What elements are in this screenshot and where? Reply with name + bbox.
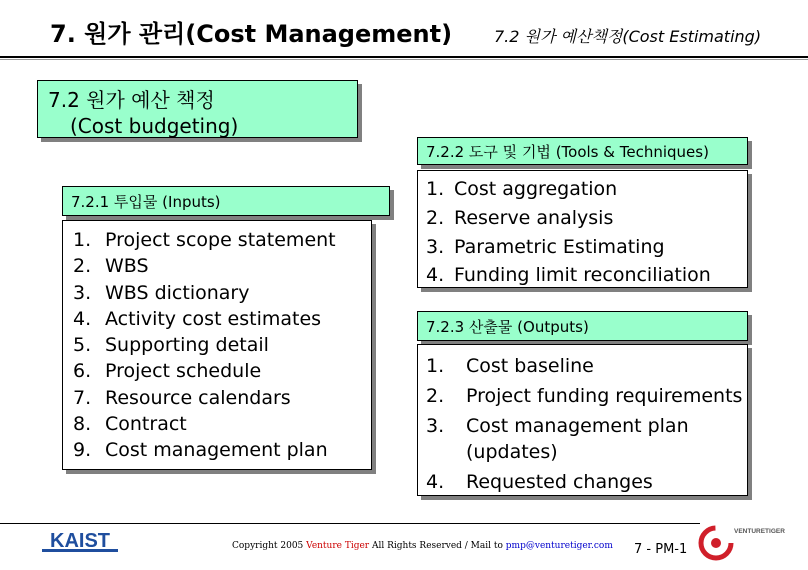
item-text: Cost management plan xyxy=(105,439,328,462)
item-text: Funding limit reconciliation xyxy=(454,264,711,287)
item-number: 4. xyxy=(73,307,92,330)
footer-divider xyxy=(0,523,700,524)
list-item xyxy=(73,358,371,384)
list-item xyxy=(73,280,371,306)
kaist-logo-text: KAIST xyxy=(50,530,110,552)
item-text: WBS xyxy=(105,255,149,278)
item-number: 1. xyxy=(73,229,92,251)
copyright-email-link[interactable]: pmp@venturetiger.com xyxy=(505,541,613,551)
list-item xyxy=(426,204,747,233)
item-text: Cost aggregation xyxy=(454,178,618,200)
list-item xyxy=(73,306,371,332)
list-item xyxy=(426,175,747,204)
item-text: Project funding requirements xyxy=(466,385,743,407)
item-text: Project schedule xyxy=(105,360,262,383)
venturetiger-logo xyxy=(694,519,794,565)
item-text: Requested changes xyxy=(466,471,653,493)
item-text: Resource calendars xyxy=(105,386,291,409)
inputs-list-box xyxy=(62,220,372,470)
item-text: Activity cost estimates xyxy=(105,307,322,330)
item-number: 2. xyxy=(426,385,445,407)
tools-list xyxy=(426,175,747,290)
item-number: 3. xyxy=(426,415,445,437)
item-number: 3. xyxy=(73,281,92,304)
item-text: Reserve analysis xyxy=(454,206,614,229)
item-number: 3. xyxy=(426,235,445,258)
list-item xyxy=(426,469,747,499)
item-number: 5. xyxy=(73,334,92,357)
item-number: 6. xyxy=(73,360,92,383)
tools-heading: 7.2.2 도구 및 기법 (Tools & Techniques) xyxy=(417,137,748,165)
list-item xyxy=(426,413,747,469)
tools-list-box xyxy=(417,170,748,288)
cost-budgeting-title-ko: 7.2 원가 예산 책정 xyxy=(48,88,215,112)
item-text: Cost management plan (updates) xyxy=(466,415,689,463)
list-item xyxy=(426,261,747,290)
inputs-list xyxy=(73,227,371,464)
page-title: 7. 원가 관리(Cost Management) xyxy=(50,20,453,48)
item-number: 4. xyxy=(426,471,445,493)
list-item xyxy=(73,332,371,358)
item-number: 1. xyxy=(426,355,445,377)
list-item xyxy=(73,437,371,463)
cost-budgeting-title-en: (Cost budgeting) xyxy=(70,114,239,138)
page-number: 7 - PM-1 xyxy=(634,542,688,557)
copyright-middle: All Rights Reserved / Mail to xyxy=(369,541,506,551)
item-text: Contract xyxy=(105,413,187,436)
item-number: 8. xyxy=(73,413,92,436)
item-text: Project scope statement xyxy=(105,229,336,251)
item-number: 4. xyxy=(426,264,445,287)
item-number: 7. xyxy=(73,386,92,409)
item-number: 2. xyxy=(426,206,445,229)
item-number: 1. xyxy=(426,178,445,200)
item-text: Cost baseline xyxy=(466,355,594,377)
inputs-heading: 7.2.1 투입물 (Inputs) xyxy=(62,186,390,216)
title-divider-shadow xyxy=(0,59,808,60)
item-number: 9. xyxy=(73,439,92,462)
item-text: WBS dictionary xyxy=(105,281,250,304)
list-item xyxy=(73,385,371,411)
outputs-heading: 7.2.3 산출물 (Outputs) xyxy=(417,311,748,341)
item-number: 2. xyxy=(73,255,92,278)
kaist-logo xyxy=(42,527,118,555)
section-header: 7.2 원가 예산책정(Cost Estimating) xyxy=(494,27,762,46)
title-divider xyxy=(0,56,808,58)
list-item xyxy=(73,253,371,279)
logo-dot-icon xyxy=(711,538,721,548)
cost-budgeting-box xyxy=(37,80,358,138)
outputs-list xyxy=(426,353,747,499)
venturetiger-logo-text: VENTURETIGER xyxy=(734,528,785,535)
copyright-brand: Venture Tiger xyxy=(306,541,370,551)
list-item xyxy=(426,233,747,262)
list-item xyxy=(426,383,747,413)
item-text: Parametric Estimating xyxy=(454,235,665,258)
item-text: Supporting detail xyxy=(105,334,269,357)
copyright-notice xyxy=(232,541,613,551)
list-item xyxy=(73,227,371,253)
list-item xyxy=(426,353,747,383)
copyright-prefix: Copyright 2005 xyxy=(232,541,307,551)
list-item xyxy=(73,411,371,437)
outputs-list-box xyxy=(417,344,748,496)
